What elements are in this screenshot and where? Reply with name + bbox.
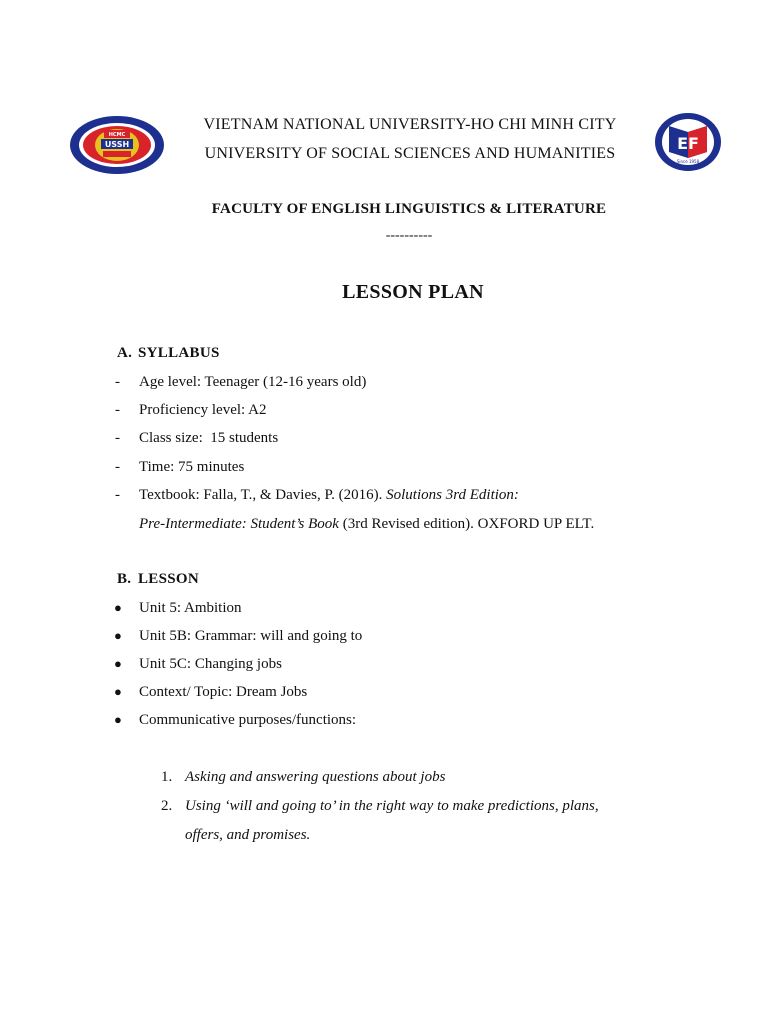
lesson-purposes: Communicative purposes/functions:: [139, 712, 357, 728]
purpose-item: [161, 798, 599, 815]
university-name: VIETNAM NATIONAL UNIVERSITY-HO CHI MINH CITY: [203, 116, 617, 133]
syllabus-textbook-cont: [139, 516, 594, 533]
syllabus-item: [115, 402, 266, 419]
textbook-title-cont: Pre-Intermediate: Student’s Book: [139, 516, 339, 532]
svg-text:Since 1958: Since 1958: [676, 159, 700, 164]
lesson-item: [114, 600, 242, 617]
bullet-marker: ●: [114, 600, 122, 615]
svg-text:USSH: USSH: [104, 140, 130, 149]
bullet-marker: ●: [114, 712, 122, 727]
syllabus-item: [115, 430, 278, 447]
syllabus-item: [115, 459, 244, 476]
school-name: UNIVERSITY OF SOCIAL SCIENCES AND HUMANITIES: [204, 145, 616, 162]
separator: ----------: [385, 228, 433, 243]
textbook-edition: (3rd Revised edition). OXFORD UP ELT.: [338, 516, 595, 532]
syllabus-time: Time: 75 minutes: [139, 459, 245, 475]
syllabus-item: [115, 374, 366, 391]
syllabus-level: Proficiency level: A2: [139, 402, 267, 418]
textbook-citation: Textbook: Falla, T., & Davies, P. (2016).: [139, 487, 387, 503]
purpose-text: Using ‘will and going to’ in the right way to make predictions, plans,: [185, 798, 599, 814]
section-title: LESSON: [138, 571, 199, 587]
syllabus-age: Age level: Teenager (12-16 years old): [139, 374, 367, 390]
dash-marker: -: [115, 459, 120, 475]
lesson-item: [114, 656, 282, 673]
section-marker: A.: [117, 345, 133, 361]
lesson-grammar: Unit 5B: Grammar: will and going to: [139, 628, 363, 644]
purpose-number: 1.: [161, 769, 173, 785]
svg-text:HCMC: HCMC: [108, 132, 126, 138]
page-title: LESSON PLAN: [342, 281, 484, 303]
lesson-item: [114, 684, 307, 701]
bullet-marker: ●: [114, 656, 122, 671]
bullet-marker: ●: [114, 684, 122, 699]
purpose-text: Asking and answering questions about jobs: [185, 769, 446, 785]
svg-text:EF: EF: [677, 134, 699, 153]
purpose-number: 2.: [161, 798, 173, 814]
section-title: SYLLABUS: [138, 345, 220, 361]
syllabus-textbook: [115, 487, 519, 504]
dash-marker: -: [115, 402, 120, 418]
lesson-unit: Unit 5: Ambition: [139, 600, 242, 616]
syllabus-class-size: Class size: 15 students: [139, 430, 279, 446]
lesson-item: [114, 628, 362, 645]
section-b-heading: [117, 571, 199, 588]
dash-marker: -: [115, 430, 120, 446]
purpose-item: [161, 769, 445, 786]
lesson-unit-5c: Unit 5C: Changing jobs: [139, 656, 282, 672]
lesson-topic: Context/ Topic: Dream Jobs: [139, 684, 308, 700]
dash-marker: -: [115, 374, 120, 390]
purpose-item-cont: offers, and promises.: [185, 827, 311, 843]
section-marker: B.: [117, 571, 132, 587]
section-a-heading: [117, 345, 220, 362]
textbook-title: Solutions 3rd Edition:: [386, 487, 519, 503]
dash-marker: -: [115, 487, 120, 503]
faculty-name: FACULTY OF ENGLISH LINGUISTICS & LITERATURE: [211, 201, 607, 217]
lesson-item: [114, 712, 356, 729]
bullet-marker: ●: [114, 628, 122, 643]
